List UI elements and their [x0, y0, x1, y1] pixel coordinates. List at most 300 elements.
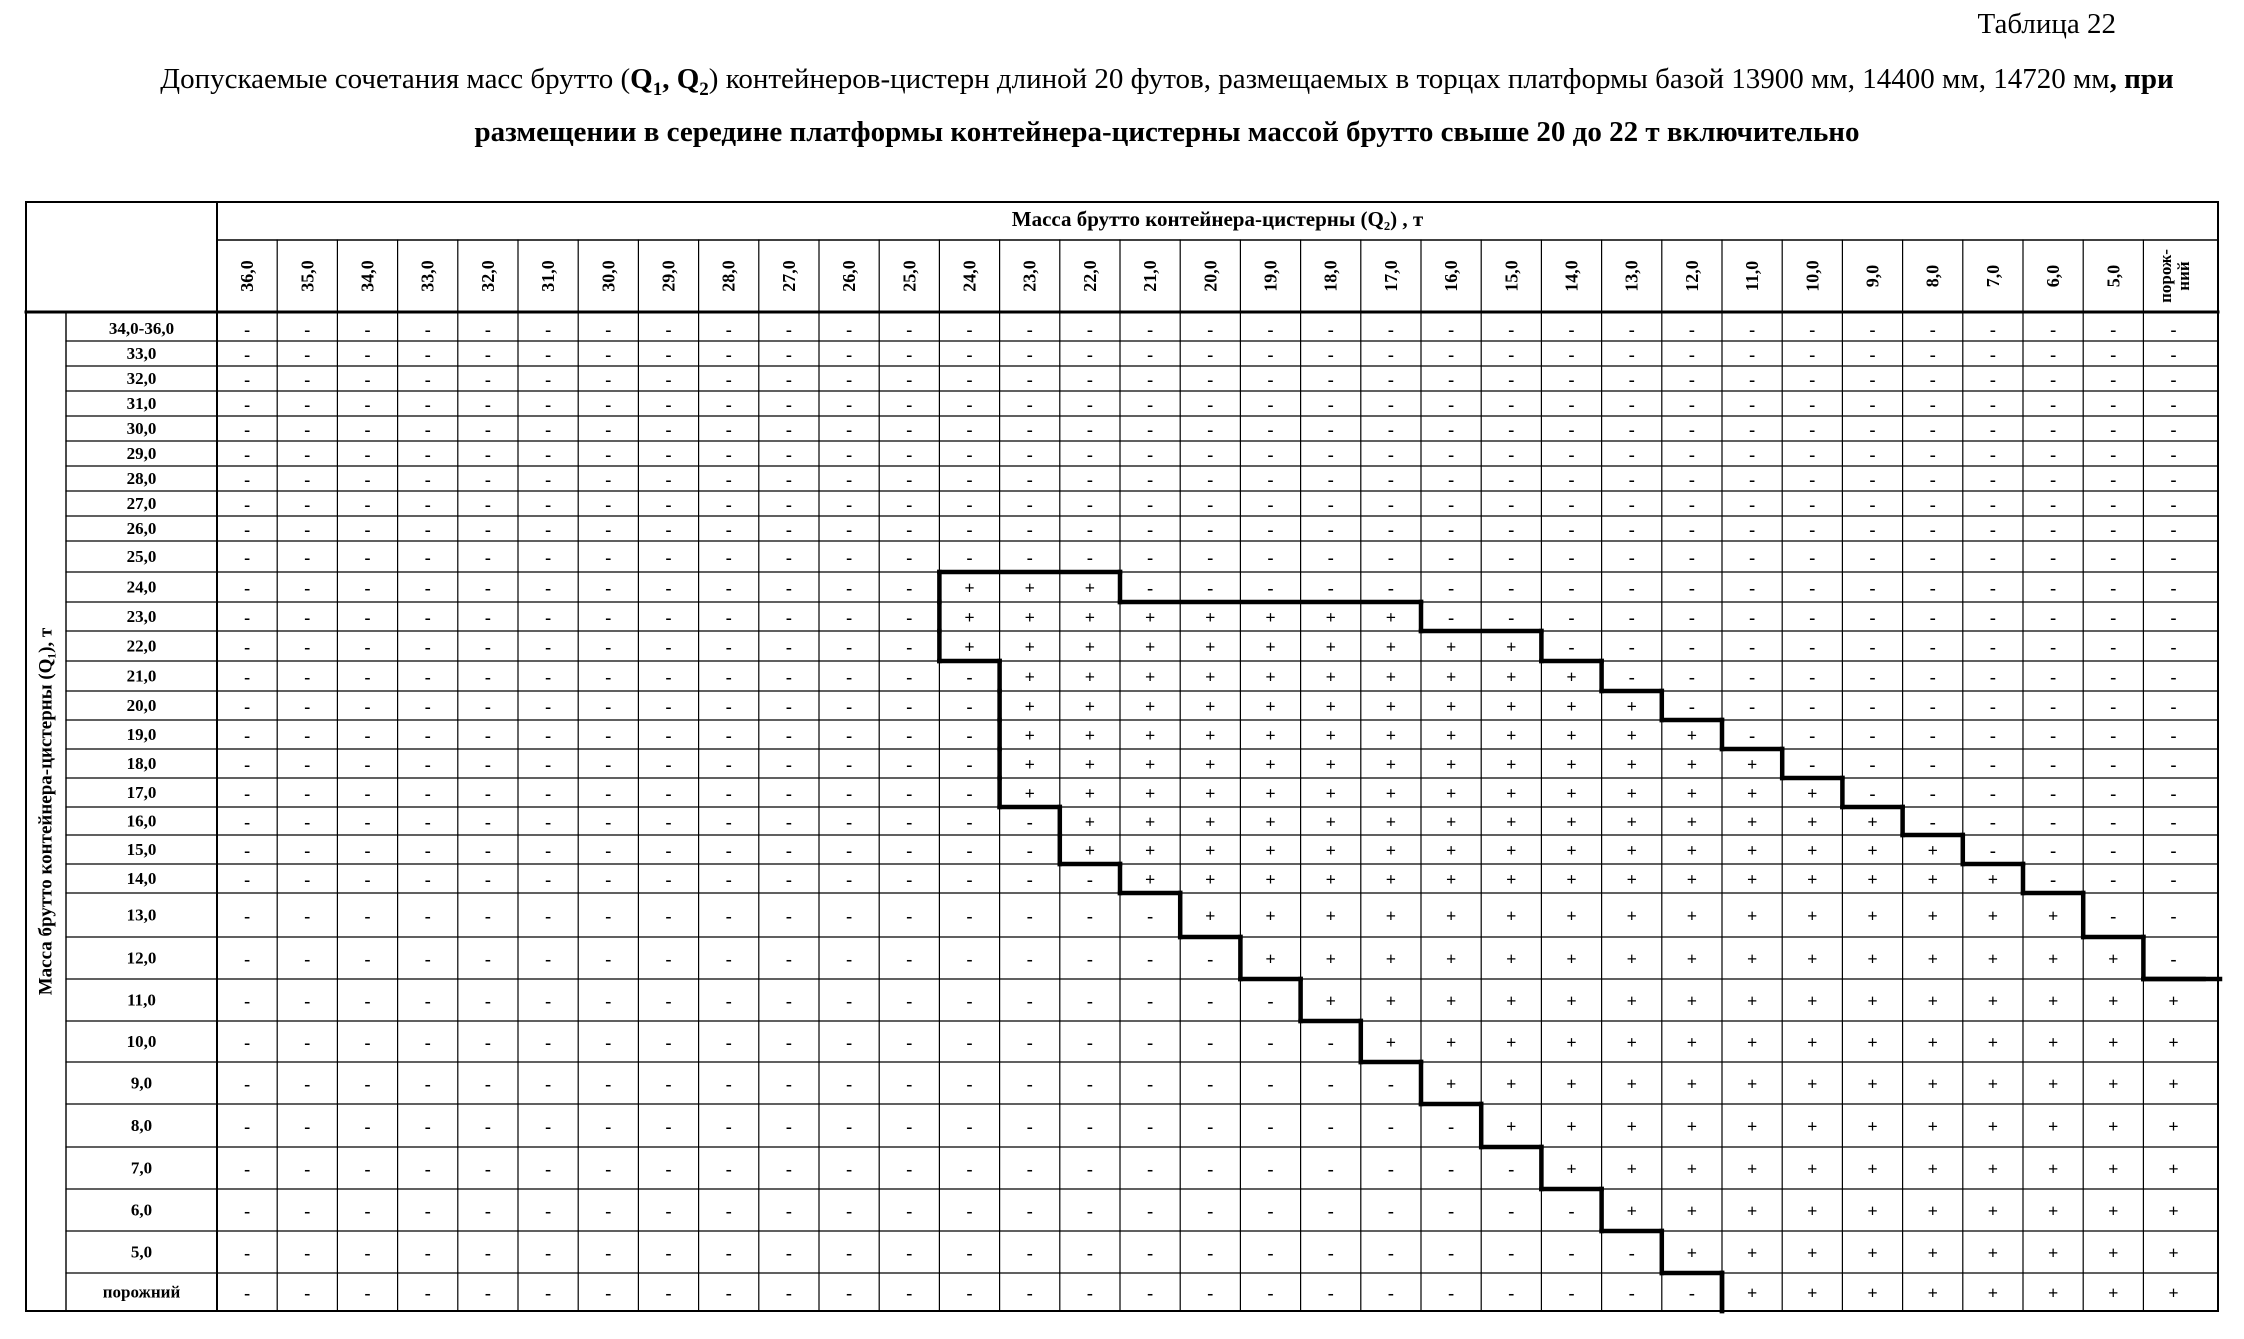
cell-not-allowed: - — [906, 696, 913, 717]
cell-not-allowed: - — [906, 369, 913, 390]
cell-not-allowed: - — [364, 369, 371, 390]
cell-allowed: + — [1746, 1201, 1758, 1221]
cell-allowed: + — [2168, 1116, 2179, 1137]
cell-allowed: + — [1084, 783, 1096, 804]
cell-not-allowed: - — [1147, 991, 1154, 1011]
cell-not-allowed: - — [1267, 1243, 1274, 1263]
cell-not-allowed: - — [484, 812, 491, 832]
cell-allowed: + — [1686, 1201, 1698, 1221]
cell-not-allowed: - — [484, 607, 491, 628]
row-label: 29,0 — [126, 444, 157, 463]
cell-not-allowed: - — [304, 725, 311, 746]
cell-allowed: + — [1265, 607, 1276, 628]
column-label: 13,0 — [1621, 260, 1642, 292]
column-label: 31,0 — [538, 260, 559, 292]
cell-not-allowed: - — [545, 519, 552, 540]
cell-not-allowed: - — [304, 667, 311, 687]
cell-allowed: + — [1566, 667, 1577, 687]
cell-not-allowed: - — [1809, 419, 1816, 440]
cell-not-allowed: - — [1628, 1283, 1635, 1303]
cell-not-allowed: - — [725, 1116, 732, 1137]
cell-not-allowed: - — [424, 1201, 431, 1221]
cell-not-allowed: - — [906, 494, 913, 515]
column-label: 5,0 — [2103, 264, 2124, 288]
cell-not-allowed: - — [846, 991, 853, 1011]
cell-allowed: + — [1626, 991, 1637, 1011]
cell-not-allowed: - — [966, 469, 973, 490]
cell-not-allowed: - — [846, 319, 853, 340]
cell-not-allowed: - — [605, 319, 612, 340]
cell-allowed: + — [1686, 783, 1698, 804]
cell-not-allowed: - — [1869, 667, 1876, 687]
cell-not-allowed: - — [605, 840, 612, 861]
cell-allowed: + — [1566, 725, 1577, 746]
cell-not-allowed: - — [1086, 469, 1093, 490]
cell-not-allowed: - — [966, 725, 973, 746]
cell-not-allowed: - — [725, 578, 732, 598]
cell-not-allowed: - — [2110, 494, 2117, 515]
cell-not-allowed: - — [545, 725, 552, 746]
cell-not-allowed: - — [1688, 494, 1695, 515]
cell-not-allowed: - — [785, 725, 792, 746]
cell-allowed: + — [1265, 667, 1276, 687]
cell-not-allowed: - — [725, 812, 732, 832]
cell-not-allowed: - — [1327, 1116, 1334, 1137]
row-label: 7,0 — [130, 1158, 153, 1178]
cell-not-allowed: - — [1929, 419, 1936, 440]
cell-not-allowed: - — [1086, 1074, 1093, 1094]
cell-allowed: + — [1746, 1116, 1758, 1137]
cell-not-allowed: - — [725, 547, 732, 568]
cell-allowed: + — [1144, 667, 1156, 687]
cell-allowed: + — [1746, 840, 1758, 861]
cell-not-allowed: - — [1147, 1159, 1154, 1179]
cell-not-allowed: - — [2110, 419, 2117, 440]
cell-not-allowed: - — [605, 869, 612, 890]
cell-not-allowed: - — [1869, 725, 1876, 746]
cell-not-allowed: - — [846, 754, 853, 775]
cell-allowed: + — [1445, 812, 1457, 832]
cell-not-allowed: - — [2050, 667, 2057, 687]
cell-not-allowed: - — [1448, 419, 1455, 440]
cell-not-allowed: - — [1628, 547, 1635, 568]
cell-not-allowed: - — [1628, 1243, 1635, 1263]
cell-not-allowed: - — [725, 991, 732, 1011]
cell-not-allowed: - — [1026, 991, 1033, 1011]
cell-not-allowed: - — [244, 667, 251, 687]
caption-q1: $Q_1$, $Q_2$ — [630, 63, 709, 100]
cell-allowed: + — [1987, 1116, 1999, 1137]
cell-not-allowed: - — [304, 1283, 311, 1303]
cell-not-allowed: - — [1387, 469, 1394, 490]
cell-not-allowed: - — [1989, 607, 1996, 628]
cell-not-allowed: - — [785, 869, 792, 890]
cell-not-allowed: - — [1086, 949, 1093, 969]
cell-not-allowed: - — [1448, 344, 1455, 365]
cell-allowed: + — [1084, 812, 1096, 832]
cell-not-allowed: - — [1086, 906, 1093, 926]
cell-allowed: + — [1927, 1243, 1938, 1263]
cell-not-allowed: - — [2050, 444, 2057, 465]
cell-not-allowed: - — [1688, 369, 1695, 390]
cell-not-allowed: - — [1989, 754, 1996, 775]
cell-not-allowed: - — [545, 578, 552, 598]
cell-not-allowed: - — [484, 840, 491, 861]
cell-not-allowed: - — [1026, 519, 1033, 540]
cell-not-allowed: - — [545, 783, 552, 804]
cell-not-allowed: - — [665, 1032, 672, 1053]
cell-not-allowed: - — [545, 494, 552, 515]
cell-not-allowed: - — [424, 949, 431, 969]
cell-not-allowed: - — [846, 519, 853, 540]
column-label: 6,0 — [2043, 264, 2064, 288]
cell-not-allowed: - — [545, 469, 552, 490]
cell-not-allowed: - — [545, 812, 552, 832]
cell-not-allowed: - — [545, 344, 552, 365]
row-label: 13,0 — [126, 905, 157, 925]
cell-not-allowed: - — [1207, 1243, 1214, 1263]
cell-not-allowed: - — [906, 840, 913, 861]
cell-allowed: + — [2108, 1283, 2119, 1303]
cell-not-allowed: - — [906, 906, 913, 926]
cell-not-allowed: - — [1026, 369, 1033, 390]
cell-not-allowed: - — [665, 1159, 672, 1179]
cell-allowed: + — [1445, 869, 1457, 890]
cell-not-allowed: - — [304, 949, 311, 969]
cell-not-allowed: - — [1809, 607, 1816, 628]
cell-not-allowed: - — [1989, 444, 1996, 465]
caption-part1: Допускаемые сочетания масс брутто ( — [160, 63, 631, 95]
cell-allowed: + — [1084, 725, 1096, 746]
cell-not-allowed: - — [1869, 754, 1876, 775]
cell-not-allowed: - — [725, 1201, 732, 1221]
cell-not-allowed: - — [725, 1074, 732, 1094]
cell-not-allowed: - — [1147, 547, 1154, 568]
cell-not-allowed: - — [545, 696, 552, 717]
cell-not-allowed: - — [1267, 469, 1274, 490]
cell-not-allowed: - — [1989, 469, 1996, 490]
cell-not-allowed: - — [364, 949, 371, 969]
cell-not-allowed: - — [424, 637, 431, 657]
cell-not-allowed: - — [1869, 519, 1876, 540]
cell-allowed: + — [1867, 1116, 1878, 1137]
cell-allowed: + — [1867, 949, 1878, 969]
cell-allowed: + — [1445, 783, 1457, 804]
cell-not-allowed: - — [1207, 319, 1214, 340]
cell-not-allowed: - — [906, 783, 913, 804]
cell-not-allowed: - — [665, 754, 672, 775]
cell-allowed: + — [1325, 869, 1336, 890]
cell-allowed: + — [1686, 1116, 1698, 1137]
cell-not-allowed: - — [1749, 319, 1756, 340]
cell-allowed: + — [1024, 607, 1035, 628]
cell-not-allowed: - — [665, 696, 672, 717]
cell-allowed: + — [1325, 637, 1336, 657]
cell-not-allowed: - — [785, 578, 792, 598]
cell-not-allowed: - — [1929, 519, 1936, 540]
cell-not-allowed: - — [1929, 725, 1936, 746]
cell-not-allowed: - — [2110, 725, 2117, 746]
cell-not-allowed: - — [605, 519, 612, 540]
cell-not-allowed: - — [304, 869, 311, 890]
cell-not-allowed: - — [484, 783, 491, 804]
cell-not-allowed: - — [1929, 494, 1936, 515]
cell-allowed: + — [1927, 1074, 1938, 1094]
column-label: 30,0 — [598, 260, 619, 292]
cell-not-allowed: - — [364, 840, 371, 861]
cell-allowed: + — [1686, 869, 1698, 890]
cell-not-allowed: - — [1628, 667, 1635, 687]
cell-allowed: + — [1144, 637, 1156, 657]
cell-not-allowed: - — [2110, 444, 2117, 465]
cell-not-allowed: - — [424, 1159, 431, 1179]
cell-not-allowed: - — [545, 949, 552, 969]
cell-not-allowed: - — [424, 783, 431, 804]
cell-allowed: + — [2168, 991, 2179, 1011]
cell-not-allowed: - — [1026, 547, 1033, 568]
cell-allowed: + — [1144, 869, 1156, 890]
cell-not-allowed: - — [364, 1074, 371, 1094]
cell-not-allowed: - — [725, 494, 732, 515]
cell-not-allowed: - — [1327, 494, 1334, 515]
row-label: 30,0 — [126, 419, 157, 438]
cell-not-allowed: - — [2170, 494, 2177, 515]
cell-not-allowed: - — [484, 754, 491, 775]
table-number: Таблица 22 — [1977, 8, 2116, 40]
cell-not-allowed: - — [1327, 1032, 1334, 1053]
cell-not-allowed: - — [1809, 469, 1816, 490]
cell-not-allowed: - — [1688, 419, 1695, 440]
cell-not-allowed: - — [1929, 783, 1936, 804]
cell-not-allowed: - — [785, 547, 792, 568]
cell-not-allowed: - — [484, 519, 491, 540]
cell-not-allowed: - — [545, 754, 552, 775]
cell-allowed: + — [1566, 1116, 1577, 1137]
cell-allowed: + — [1024, 667, 1035, 687]
cell-allowed: + — [1746, 949, 1758, 969]
cell-not-allowed: - — [484, 319, 491, 340]
cell-not-allowed: - — [966, 394, 973, 415]
cell-allowed: + — [1566, 840, 1577, 861]
cell-not-allowed: - — [1989, 725, 1996, 746]
row-label: 11,0 — [127, 990, 156, 1010]
cell-not-allowed: - — [244, 1074, 251, 1094]
cell-not-allowed: - — [424, 667, 431, 687]
cell-allowed: + — [1385, 1032, 1397, 1053]
cell-not-allowed: - — [2110, 812, 2117, 832]
cell-not-allowed: - — [1508, 469, 1515, 490]
cell-not-allowed: - — [1809, 696, 1816, 717]
cell-not-allowed: - — [364, 1283, 371, 1303]
cell-not-allowed: - — [2110, 906, 2117, 926]
row-label: 25,0 — [126, 547, 157, 566]
cell-not-allowed: - — [605, 812, 612, 832]
cell-not-allowed: - — [1387, 1074, 1394, 1094]
cell-not-allowed: - — [665, 637, 672, 657]
cell-not-allowed: - — [725, 754, 732, 775]
cell-not-allowed: - — [605, 1201, 612, 1221]
cell-not-allowed: - — [1207, 519, 1214, 540]
cell-not-allowed: - — [1267, 1032, 1274, 1053]
cell-not-allowed: - — [2170, 840, 2177, 861]
cell-not-allowed: - — [846, 444, 853, 465]
cell-not-allowed: - — [244, 444, 251, 465]
cell-not-allowed: - — [846, 1283, 853, 1303]
cell-not-allowed: - — [846, 869, 853, 890]
cell-allowed: + — [1265, 783, 1276, 804]
cell-not-allowed: - — [1086, 547, 1093, 568]
cell-not-allowed: - — [2110, 607, 2117, 628]
cell-not-allowed: - — [906, 637, 913, 657]
column-label: 17,0 — [1380, 260, 1401, 292]
cell-allowed: + — [1807, 1283, 1818, 1303]
cell-allowed: + — [1445, 725, 1457, 746]
cell-allowed: + — [1807, 1201, 1818, 1221]
cell-not-allowed: - — [1989, 319, 1996, 340]
cell-not-allowed: - — [1448, 1243, 1455, 1263]
cell-not-allowed: - — [364, 667, 371, 687]
cell-allowed: + — [1385, 783, 1397, 804]
cell-not-allowed: - — [665, 869, 672, 890]
cell-not-allowed: - — [545, 1159, 552, 1179]
cell-allowed: + — [2047, 1074, 2059, 1094]
cell-allowed: + — [1265, 949, 1276, 969]
column-label: 35,0 — [297, 260, 318, 292]
row-label: 12,0 — [126, 948, 157, 968]
row-label: 8,0 — [130, 1116, 153, 1135]
cell-not-allowed: - — [665, 519, 672, 540]
cell-allowed: + — [1927, 991, 1938, 1011]
cell-allowed: + — [1385, 754, 1397, 775]
cell-not-allowed: - — [424, 812, 431, 832]
column-label: 14,0 — [1561, 260, 1582, 292]
cell-not-allowed: - — [424, 419, 431, 440]
cell-not-allowed: - — [605, 906, 612, 926]
cell-allowed: + — [1205, 869, 1216, 890]
cell-not-allowed: - — [2050, 519, 2057, 540]
cell-not-allowed: - — [966, 754, 973, 775]
cell-not-allowed: - — [1628, 444, 1635, 465]
cell-not-allowed: - — [1448, 494, 1455, 515]
cell-not-allowed: - — [725, 419, 732, 440]
cell-not-allowed: - — [304, 754, 311, 775]
cell-not-allowed: - — [244, 1032, 251, 1053]
cell-not-allowed: - — [725, 519, 732, 540]
cell-not-allowed: - — [2050, 637, 2057, 657]
cell-not-allowed: - — [1508, 494, 1515, 515]
cell-not-allowed: - — [1749, 725, 1756, 746]
cell-not-allowed: - — [785, 1032, 792, 1053]
cell-not-allowed: - — [725, 696, 732, 717]
cell-not-allowed: - — [785, 607, 792, 628]
cell-not-allowed: - — [2170, 812, 2177, 832]
row-label: порожний — [102, 1282, 181, 1302]
cell-not-allowed: - — [1749, 667, 1756, 687]
cell-allowed: + — [1867, 840, 1878, 861]
cell-not-allowed: - — [966, 547, 973, 568]
cell-not-allowed: - — [1086, 1243, 1093, 1263]
cell-not-allowed: - — [1568, 369, 1575, 390]
cell-allowed: + — [1385, 840, 1397, 861]
cell-not-allowed: - — [424, 991, 431, 1011]
cell-not-allowed: - — [304, 369, 311, 390]
cell-allowed: + — [1325, 783, 1336, 804]
cell-allowed: + — [1024, 637, 1035, 657]
cell-not-allowed: - — [1568, 1201, 1575, 1221]
cell-not-allowed: - — [2170, 578, 2177, 598]
cell-allowed: + — [1987, 1159, 1999, 1179]
cell-not-allowed: - — [1688, 344, 1695, 365]
cell-not-allowed: - — [1869, 419, 1876, 440]
cell-allowed: + — [1024, 696, 1035, 717]
cell-not-allowed: - — [2170, 754, 2177, 775]
cell-not-allowed: - — [1809, 725, 1816, 746]
cell-allowed: + — [2047, 1032, 2059, 1053]
cell-not-allowed: - — [1809, 344, 1816, 365]
cell-not-allowed: - — [665, 783, 672, 804]
cell-not-allowed: - — [2170, 419, 2177, 440]
cell-not-allowed: - — [1147, 369, 1154, 390]
cell-not-allowed: - — [1989, 696, 1996, 717]
cell-not-allowed: - — [484, 949, 491, 969]
column-label: 18,0 — [1320, 260, 1341, 292]
cell-allowed: + — [1867, 1283, 1878, 1303]
cell-not-allowed: - — [1086, 494, 1093, 515]
cell-not-allowed: - — [1688, 607, 1695, 628]
cell-not-allowed: - — [906, 444, 913, 465]
cell-not-allowed: - — [906, 1201, 913, 1221]
cell-not-allowed: - — [605, 949, 612, 969]
cell-not-allowed: - — [1448, 1159, 1455, 1179]
cell-not-allowed: - — [605, 394, 612, 415]
cell-allowed: + — [1506, 725, 1517, 746]
cell-allowed: + — [1385, 607, 1397, 628]
cell-not-allowed: - — [1147, 949, 1154, 969]
cell-not-allowed: - — [785, 1116, 792, 1137]
cell-not-allowed: - — [1568, 637, 1575, 657]
cell-not-allowed: - — [484, 369, 491, 390]
cell-not-allowed: - — [1508, 607, 1515, 628]
cell-allowed: + — [1506, 696, 1517, 717]
cell-not-allowed: - — [364, 1159, 371, 1179]
cell-not-allowed: - — [966, 519, 973, 540]
cell-not-allowed: - — [605, 991, 612, 1011]
cell-not-allowed: - — [725, 1243, 732, 1263]
cell-not-allowed: - — [1628, 394, 1635, 415]
cell-not-allowed: - — [785, 949, 792, 969]
cell-not-allowed: - — [605, 725, 612, 746]
cell-allowed: + — [964, 637, 975, 657]
row-label: 23,0 — [126, 607, 157, 626]
cell-not-allowed: - — [1869, 607, 1876, 628]
cell-allowed: + — [2108, 1116, 2119, 1137]
cell-not-allowed: - — [966, 840, 973, 861]
cell-allowed: + — [1445, 637, 1457, 657]
cell-not-allowed: - — [966, 1201, 973, 1221]
cell-not-allowed: - — [1387, 419, 1394, 440]
cell-not-allowed: - — [364, 419, 371, 440]
cell-allowed: + — [1205, 783, 1216, 804]
cell-not-allowed: - — [846, 840, 853, 861]
cell-allowed: + — [1566, 783, 1577, 804]
cell-not-allowed: - — [424, 696, 431, 717]
caption-part2: ) контейнеров-цистерн длиной 20 футов, размещаемых в торцах платформы базой 13900 мм, 14400 мм, 14720 мм — [708, 63, 2110, 95]
cell-allowed: + — [1807, 783, 1818, 804]
cell-not-allowed: - — [966, 1159, 973, 1179]
cell-not-allowed: - — [966, 494, 973, 515]
cell-not-allowed: - — [424, 578, 431, 598]
cell-not-allowed: - — [906, 1243, 913, 1263]
